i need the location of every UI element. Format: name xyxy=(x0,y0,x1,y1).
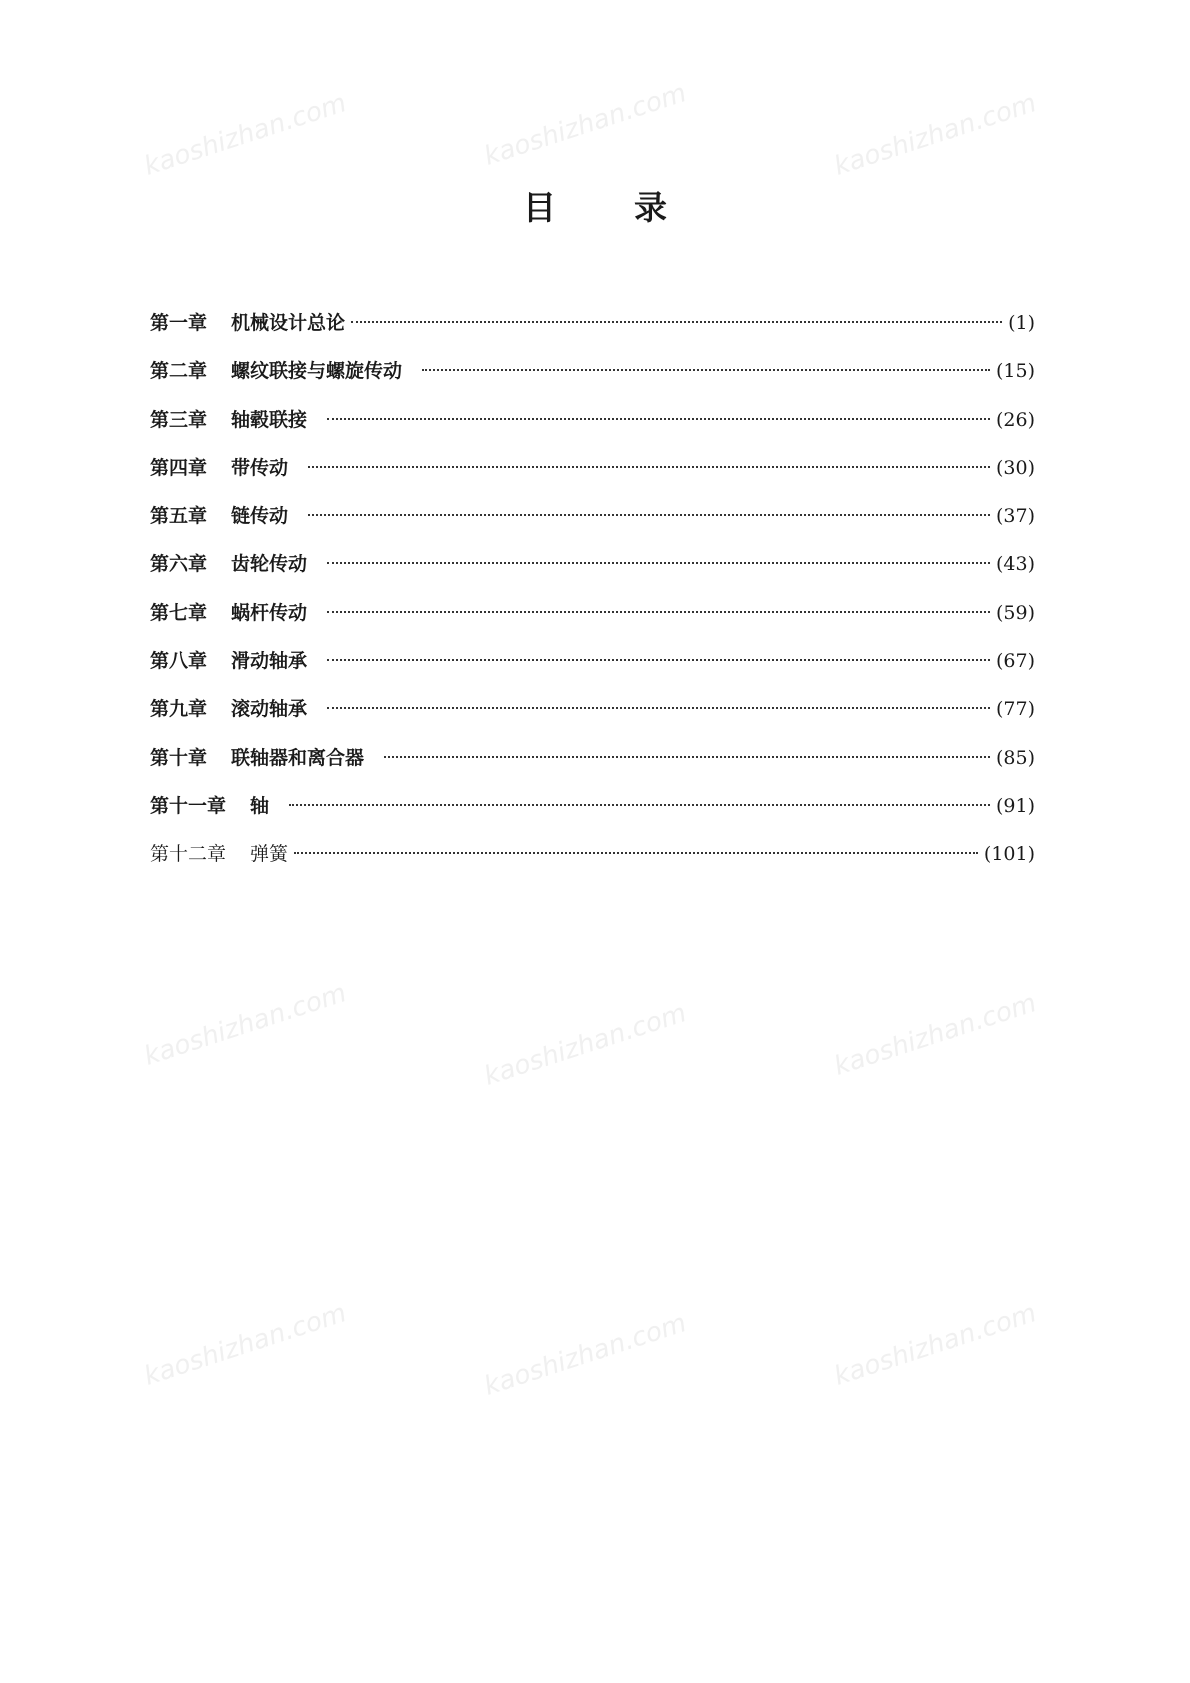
toc-chapter-number: 第七章 xyxy=(150,601,208,624)
toc-chapter-title: 齿轮传动 xyxy=(231,553,308,576)
table-of-contents xyxy=(150,311,1035,891)
toc-chapter-title: 联轴器和离合器 xyxy=(231,746,365,769)
toc-chapter-number: 第二章 xyxy=(150,360,208,383)
toc-page-number: (59) xyxy=(995,601,1035,624)
toc-page-number: (15) xyxy=(995,360,1035,383)
toc-chapter-title: 轴毂联接 xyxy=(231,408,308,431)
toc-chapter-number: 第五章 xyxy=(150,505,208,528)
toc-leader-dots xyxy=(294,852,978,854)
toc-leader-dots xyxy=(384,756,990,758)
watermark: kaoshizhan.com xyxy=(480,78,690,172)
toc-chapter-title: 螺纹联接与螺旋传动 xyxy=(231,360,403,383)
toc-leader-dots xyxy=(351,321,1002,323)
toc-chapter-title: 轴 xyxy=(250,794,270,817)
watermark: kaoshizhan.com xyxy=(830,988,1040,1082)
watermark: kaoshizhan.com xyxy=(480,1308,690,1402)
toc-page-number: (67) xyxy=(995,650,1035,673)
toc-leader-dots xyxy=(327,707,990,709)
title-char: 录 xyxy=(634,188,667,227)
watermark: kaoshizhan.com xyxy=(830,1298,1040,1392)
toc-entry[interactable] xyxy=(150,456,1035,504)
toc-page-number: (91) xyxy=(995,794,1035,817)
toc-chapter-number: 第九章 xyxy=(150,698,208,721)
toc-page-number: (85) xyxy=(995,746,1035,769)
toc-entry[interactable] xyxy=(150,649,1035,697)
toc-chapter-number: 第一章 xyxy=(150,312,208,334)
toc-page-number: (37) xyxy=(995,505,1035,528)
toc-chapter-title: 链传动 xyxy=(231,505,289,528)
toc-chapter-number: 第六章 xyxy=(150,553,208,576)
toc-chapter-number: 第八章 xyxy=(150,650,208,673)
toc-chapter-number: 第三章 xyxy=(150,408,208,431)
toc-chapter-number: 第四章 xyxy=(150,456,208,479)
toc-entry[interactable] xyxy=(150,359,1035,407)
watermark: kaoshizhan.com xyxy=(830,88,1040,182)
toc-entry[interactable] xyxy=(150,552,1035,600)
toc-entry[interactable] xyxy=(150,746,1035,794)
toc-chapter-title: 蜗杆传动 xyxy=(231,601,308,624)
toc-chapter-title: 滚动轴承 xyxy=(231,698,308,721)
toc-page-number: (26) xyxy=(995,408,1035,431)
toc-entry[interactable] xyxy=(150,504,1035,552)
toc-chapter-title: 弹簧 xyxy=(250,843,289,866)
toc-entry[interactable] xyxy=(150,697,1035,745)
toc-leader-dots xyxy=(422,369,990,371)
toc-entry[interactable] xyxy=(150,794,1035,842)
toc-leader-dots xyxy=(289,804,990,806)
toc-chapter-title: 机械设计总论 xyxy=(231,312,346,334)
watermark: kaoshizhan.com xyxy=(140,88,350,182)
toc-entry[interactable] xyxy=(150,311,1035,359)
toc-chapter-number: 第十章 xyxy=(150,746,208,769)
page-title xyxy=(0,182,1190,229)
title-char: 目 xyxy=(523,188,556,227)
toc-chapter-number: 第十一章 xyxy=(150,794,227,817)
toc-leader-dots xyxy=(327,611,990,613)
toc-page-number: (101) xyxy=(983,843,1035,866)
toc-leader-dots xyxy=(327,562,990,564)
toc-page-number: (43) xyxy=(995,553,1035,576)
toc-leader-dots xyxy=(308,514,990,516)
toc-entry[interactable] xyxy=(150,408,1035,456)
toc-chapter-title: 滑动轴承 xyxy=(231,650,308,673)
toc-leader-dots xyxy=(327,418,990,420)
toc-chapter-number: 第十二章 xyxy=(150,843,227,866)
watermark: kaoshizhan.com xyxy=(140,1298,350,1392)
toc-leader-dots xyxy=(327,659,990,661)
toc-page-number: (77) xyxy=(995,698,1035,721)
toc-page-number: (1) xyxy=(1008,312,1035,334)
toc-leader-dots xyxy=(308,466,990,468)
toc-entry[interactable] xyxy=(150,601,1035,649)
toc-chapter-title: 带传动 xyxy=(231,456,289,479)
toc-entry[interactable] xyxy=(150,842,1035,890)
toc-page-number: (30) xyxy=(995,456,1035,479)
watermark: kaoshizhan.com xyxy=(140,978,350,1072)
watermark: kaoshizhan.com xyxy=(480,998,690,1092)
